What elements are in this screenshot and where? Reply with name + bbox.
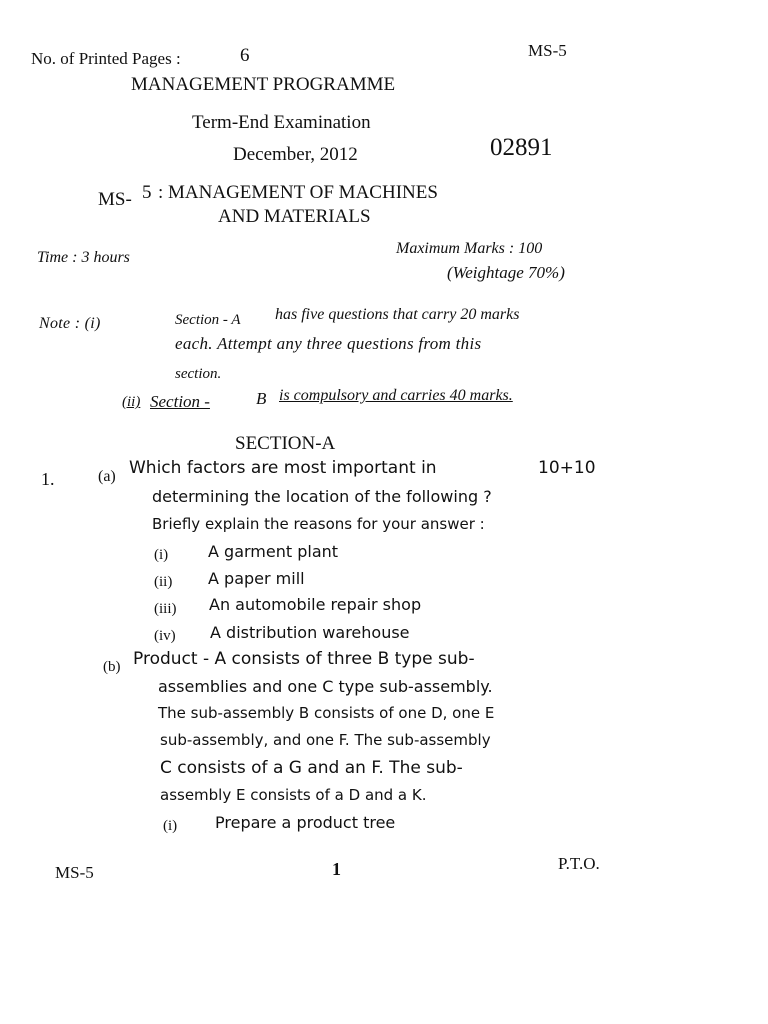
- question-1b-label: (b): [103, 659, 121, 675]
- question-1b-line3: The sub-assembly B consists of one D, one E: [158, 704, 495, 722]
- question-1b-item-text: Prepare a product tree: [215, 813, 396, 832]
- note-i-line1: has five questions that carry 20 marks: [275, 306, 520, 323]
- question-1b-line6: assembly E consists of a D and a K.: [160, 786, 427, 804]
- question-1a-item-text: A paper mill: [208, 569, 305, 588]
- question-1a-item-num: (iii): [154, 601, 177, 617]
- footer-paper-code: MS-5: [55, 863, 94, 882]
- maximum-marks: Maximum Marks : 100: [396, 240, 543, 257]
- note-i-section: Section - A: [175, 312, 241, 328]
- time-allowed: Time : 3 hours: [37, 249, 130, 266]
- question-1b-line2: assemblies and one C type sub-assembly.: [158, 677, 493, 696]
- question-1a-item-text: An automobile repair shop: [209, 595, 422, 614]
- note-ii-b: B: [256, 389, 267, 408]
- question-1-number: 1.: [41, 469, 55, 489]
- course-title-line2: AND MATERIALS: [218, 206, 371, 227]
- question-1b-line5: C consists of a G and an F. The sub-: [160, 758, 463, 778]
- note-i-line3: section.: [175, 366, 222, 382]
- question-1a-line2: determining the location of the following ?: [152, 487, 492, 506]
- page-number: 1: [332, 859, 341, 879]
- question-1a-item-num: (iv): [154, 628, 176, 644]
- weightage: (Weightage 70%): [447, 263, 565, 282]
- serial-number: 02891: [490, 134, 553, 161]
- please-turn-over: P.T.O.: [558, 854, 600, 873]
- question-1b-item-num: (i): [163, 818, 178, 834]
- question-1a-line1: Which factors are most important in: [129, 458, 437, 478]
- question-1a-item-num: (i): [154, 547, 169, 563]
- question-1-marks: 10+10: [538, 458, 596, 478]
- exam-title: Term-End Examination: [192, 112, 371, 133]
- printed-pages-label: No. of Printed Pages :: [31, 49, 181, 68]
- question-1a-line3: Briefly explain the reasons for your answer :: [152, 515, 485, 533]
- paper-code-top: MS-5: [528, 41, 567, 60]
- note-label: Note : (i): [39, 315, 101, 332]
- question-1a-label: (a): [98, 468, 116, 485]
- question-1a-item-text: A distribution warehouse: [210, 623, 410, 642]
- note-ii-text: is compulsory and carries 40 marks.: [279, 387, 513, 404]
- note-ii-section: Section -: [150, 392, 210, 411]
- programme-title: MANAGEMENT PROGRAMME: [131, 74, 396, 95]
- note-ii-label: (ii): [122, 394, 141, 410]
- note-i-line2: each. Attempt any three questions from this: [175, 334, 482, 353]
- question-1b-line4: sub-assembly, and one F. The sub-assembly: [160, 731, 491, 749]
- question-1a-item-num: (ii): [154, 574, 173, 590]
- course-title-line1: : MANAGEMENT OF MACHINES: [158, 182, 438, 203]
- question-1b-line1: Product - A consists of three B type sub-: [133, 649, 475, 669]
- printed-pages-value: 6: [240, 45, 250, 66]
- exam-date: December, 2012: [233, 144, 358, 165]
- section-a-heading: SECTION-A: [235, 433, 336, 454]
- course-title-prefix: MS-: [98, 189, 132, 210]
- course-title-number: 5: [142, 182, 152, 203]
- question-1a-item-text: A garment plant: [208, 542, 339, 561]
